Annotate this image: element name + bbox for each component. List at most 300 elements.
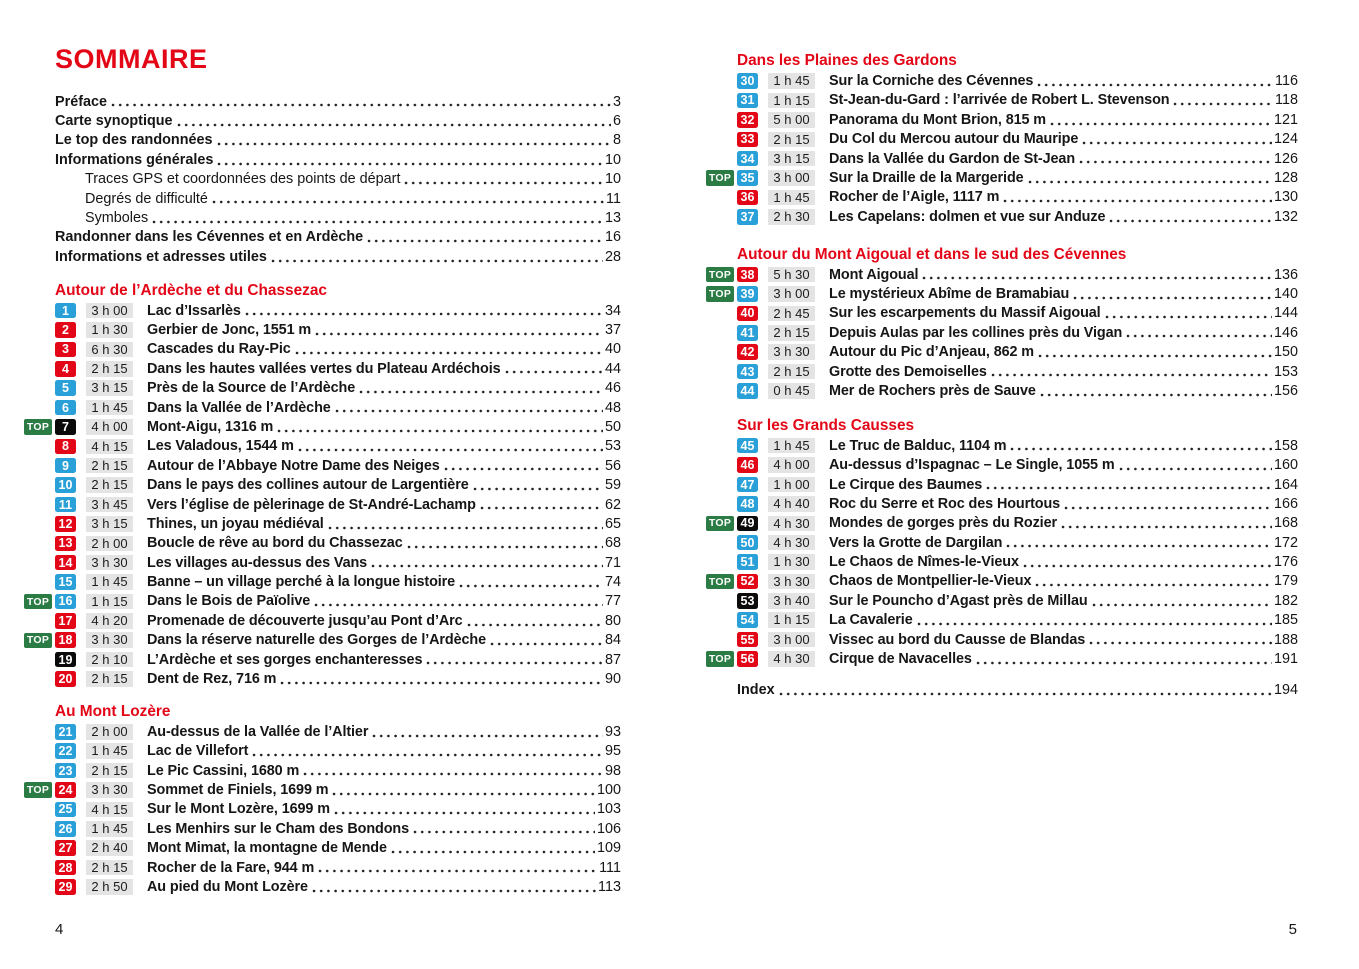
route-title: Mont Aigoual bbox=[829, 266, 919, 283]
page-number: 74 bbox=[604, 574, 621, 591]
route-number-badge: 46 bbox=[737, 457, 758, 473]
dot-leader bbox=[480, 495, 603, 514]
route-title: Le Cirque des Baumes bbox=[829, 476, 983, 493]
duration-badge: 2 h 10 bbox=[86, 652, 133, 668]
toc-entry-index bbox=[737, 681, 1298, 700]
page-number: 144 bbox=[1273, 305, 1298, 322]
page-number: 153 bbox=[1273, 363, 1298, 380]
route-title: Lac de Villefort bbox=[147, 743, 249, 760]
page-number: 65 bbox=[604, 515, 621, 532]
duration-badge: 0 h 45 bbox=[768, 383, 815, 399]
page-number: 34 bbox=[604, 302, 621, 319]
route-title: Le Truc de Balduc, 1104 m bbox=[829, 437, 1007, 454]
route-number-badge: 47 bbox=[737, 477, 758, 493]
route-number-badge: 15 bbox=[55, 574, 76, 590]
dot-leader bbox=[1037, 71, 1273, 90]
dot-leader bbox=[367, 228, 603, 247]
dot-leader bbox=[315, 320, 603, 339]
route-number-badge: 25 bbox=[55, 802, 76, 818]
page-number: 90 bbox=[604, 671, 621, 688]
toc-section bbox=[26, 702, 621, 897]
duration-badge: 3 h 15 bbox=[86, 380, 133, 396]
duration-badge: 4 h 30 bbox=[768, 516, 815, 532]
duration-badge: 3 h 45 bbox=[86, 497, 133, 513]
toc-entry bbox=[55, 359, 621, 378]
toc-entry bbox=[26, 631, 621, 650]
toc-entry bbox=[55, 858, 621, 877]
dot-leader bbox=[1035, 572, 1272, 591]
route-number-badge: 37 bbox=[737, 209, 758, 225]
route-number-badge: 36 bbox=[737, 190, 758, 206]
route-title: Sur le Pouncho d’Agast près de Millau bbox=[829, 592, 1088, 609]
page-number: 106 bbox=[596, 820, 621, 837]
front-matter-list bbox=[55, 92, 621, 267]
route-number-badge: 22 bbox=[55, 743, 76, 759]
toc-entry bbox=[55, 495, 621, 514]
toc-entry bbox=[737, 475, 1298, 494]
toc-entry bbox=[55, 170, 621, 189]
route-number-badge: 27 bbox=[55, 840, 76, 856]
route-number-badge: 24 bbox=[55, 782, 76, 798]
footer-page-number-left: 4 bbox=[55, 921, 64, 938]
page-number: 191 bbox=[1273, 651, 1298, 668]
duration-badge: 3 h 30 bbox=[768, 344, 815, 360]
duration-badge: 2 h 00 bbox=[86, 724, 133, 740]
toc-entry bbox=[55, 669, 621, 688]
duration-badge: 1 h 15 bbox=[768, 612, 815, 628]
dot-leader bbox=[298, 437, 603, 456]
duration-badge: 2 h 00 bbox=[86, 536, 133, 552]
dot-leader bbox=[334, 800, 595, 819]
toc-entry bbox=[26, 417, 621, 436]
page-number: 48 bbox=[604, 399, 621, 416]
duration-badge: 2 h 30 bbox=[768, 209, 815, 225]
dot-leader bbox=[1064, 494, 1272, 513]
entry-label: Symboles bbox=[85, 210, 149, 227]
top-badge: TOP bbox=[706, 170, 734, 186]
route-title: Autour de l’Abbaye Notre Dame des Neiges bbox=[147, 457, 440, 474]
dot-leader bbox=[217, 131, 611, 150]
route-title: Sur les escarpements du Massif Aigoual bbox=[829, 305, 1101, 322]
route-number-badge: 56 bbox=[737, 651, 758, 667]
left-column bbox=[26, 44, 621, 897]
route-number-badge: 55 bbox=[737, 632, 758, 648]
toc-entry bbox=[708, 168, 1298, 187]
route-number-badge: 8 bbox=[55, 439, 76, 455]
route-number-badge: 38 bbox=[737, 267, 758, 283]
route-title: Au-dessus de la Vallée de l’Altier bbox=[147, 723, 369, 740]
entry-label: Informations et adresses utiles bbox=[55, 248, 267, 265]
dot-leader bbox=[1092, 591, 1272, 610]
route-number-badge: 51 bbox=[737, 554, 758, 570]
page-number: 10 bbox=[604, 171, 621, 188]
dot-leader bbox=[1003, 188, 1272, 207]
route-number-badge: 43 bbox=[737, 364, 758, 380]
page-number: 46 bbox=[604, 380, 621, 397]
route-number-badge: 23 bbox=[55, 763, 76, 779]
top-badge: TOP bbox=[706, 267, 734, 283]
duration-badge: 4 h 40 bbox=[768, 496, 815, 512]
section-heading: Autour de l’Ardèche et du Chassezac bbox=[55, 281, 327, 299]
route-number-badge: 7 bbox=[55, 419, 76, 435]
route-number-badge: 11 bbox=[55, 497, 76, 513]
dot-leader bbox=[277, 417, 603, 436]
duration-badge: 3 h 30 bbox=[768, 574, 815, 590]
duration-badge: 2 h 15 bbox=[86, 361, 133, 377]
route-title: Mondes de gorges près du Rozier bbox=[829, 515, 1057, 532]
route-title: Sur le Mont Lozère, 1699 m bbox=[147, 801, 330, 818]
route-number-badge: 48 bbox=[737, 496, 758, 512]
toc-entry bbox=[55, 111, 621, 130]
duration-badge: 6 h 30 bbox=[86, 342, 133, 358]
page-number: 103 bbox=[596, 801, 621, 818]
page-number: 6 bbox=[612, 113, 621, 130]
top-badge: TOP bbox=[706, 651, 734, 667]
toc-entry bbox=[737, 362, 1298, 381]
toc-entry bbox=[26, 592, 621, 611]
dot-leader bbox=[335, 398, 603, 417]
route-title: Cascades du Ray-Pic bbox=[147, 341, 291, 358]
dot-leader bbox=[1061, 514, 1272, 533]
route-title: Au-dessus d’Ispagnac – Le Single, 1055 m bbox=[829, 457, 1115, 474]
duration-badge: 1 h 00 bbox=[768, 477, 815, 493]
dot-leader bbox=[1173, 91, 1273, 110]
dot-leader bbox=[404, 170, 603, 189]
route-title: Vers l’église de pèlerinage de St-André-Lachamp bbox=[147, 496, 476, 513]
dot-leader bbox=[917, 611, 1272, 630]
page-number: 109 bbox=[596, 840, 621, 857]
page-number: 160 bbox=[1273, 457, 1298, 474]
toc-entry bbox=[737, 533, 1298, 552]
toc-entry bbox=[737, 149, 1298, 168]
page-number: 156 bbox=[1273, 382, 1298, 399]
dot-leader bbox=[391, 838, 595, 857]
duration-badge: 1 h 45 bbox=[768, 73, 815, 89]
route-title: Rocher de l’Aigle, 1117 m bbox=[829, 189, 1000, 206]
toc-entry bbox=[55, 572, 621, 591]
top-badge: TOP bbox=[24, 594, 52, 610]
dot-leader bbox=[1023, 552, 1272, 571]
dot-leader bbox=[1073, 284, 1272, 303]
page-number: 164 bbox=[1273, 476, 1298, 493]
toc-section bbox=[708, 416, 1298, 669]
toc-entry bbox=[55, 247, 621, 266]
duration-badge: 2 h 40 bbox=[86, 840, 133, 856]
route-number-badge: 30 bbox=[737, 73, 758, 89]
duration-badge: 2 h 50 bbox=[86, 879, 133, 895]
page-number: 56 bbox=[604, 457, 621, 474]
entry-label: Randonner dans les Cévennes et en Ardèche bbox=[55, 229, 364, 246]
top-badge: TOP bbox=[706, 574, 734, 590]
route-title: La Cavalerie bbox=[829, 612, 913, 629]
route-title: Au pied du Mont Lozère bbox=[147, 878, 308, 895]
route-number-badge: 35 bbox=[737, 170, 758, 186]
duration-badge: 3 h 30 bbox=[86, 782, 133, 798]
toc-section bbox=[26, 281, 621, 689]
route-number-badge: 39 bbox=[737, 286, 758, 302]
toc-entry bbox=[55, 437, 621, 456]
toc-entry bbox=[55, 340, 621, 359]
route-number-badge: 18 bbox=[55, 632, 76, 648]
route-title: Le mystérieux Abîme de Bramabiau bbox=[829, 285, 1070, 302]
toc-entry bbox=[55, 475, 621, 494]
toc-entry bbox=[737, 494, 1298, 513]
route-title: Rocher de la Fare, 944 m bbox=[147, 859, 315, 876]
page-number: 68 bbox=[604, 535, 621, 552]
page-number: 16 bbox=[604, 229, 621, 246]
page-number: 80 bbox=[604, 612, 621, 629]
duration-badge: 2 h 15 bbox=[768, 132, 815, 148]
toc-entry bbox=[55, 722, 621, 741]
dot-leader bbox=[1038, 342, 1272, 361]
duration-badge: 3 h 30 bbox=[86, 555, 133, 571]
route-title: Les Capelans: dolmen et vue sur Anduze bbox=[829, 208, 1106, 225]
top-badge: TOP bbox=[24, 419, 52, 435]
dot-leader bbox=[295, 340, 603, 359]
route-number-badge: 50 bbox=[737, 535, 758, 551]
route-title: Sommet de Finiels, 1699 m bbox=[147, 781, 329, 798]
right-column-sections bbox=[708, 52, 1298, 669]
route-number-badge: 21 bbox=[55, 724, 76, 740]
page-number: 95 bbox=[604, 743, 621, 760]
toc-section bbox=[708, 245, 1298, 401]
duration-badge: 2 h 45 bbox=[768, 306, 815, 322]
toc-entry bbox=[737, 436, 1298, 455]
toc-entry bbox=[737, 130, 1298, 149]
dot-leader bbox=[111, 92, 611, 111]
route-title: Promenade de découverte jusqu’au Pont d’Arc bbox=[147, 612, 463, 629]
route-number-badge: 13 bbox=[55, 536, 76, 552]
toc-entry bbox=[55, 611, 621, 630]
route-title: Autour du Pic d’Anjeau, 862 m bbox=[829, 344, 1034, 361]
duration-badge: 3 h 15 bbox=[768, 151, 815, 167]
toc-entry bbox=[55, 456, 621, 475]
dot-leader bbox=[1089, 630, 1272, 649]
duration-badge: 3 h 00 bbox=[768, 286, 815, 302]
dot-leader bbox=[303, 761, 603, 780]
route-number-badge: 34 bbox=[737, 151, 758, 167]
route-title: Sur la Draille de la Margeride bbox=[829, 170, 1024, 187]
page-number: 121 bbox=[1273, 111, 1298, 128]
dot-leader bbox=[280, 669, 603, 688]
duration-badge: 1 h 30 bbox=[86, 322, 133, 338]
route-number-badge: 4 bbox=[55, 361, 76, 377]
duration-badge: 2 h 15 bbox=[768, 364, 815, 380]
dot-leader bbox=[1119, 455, 1272, 474]
top-badge: TOP bbox=[706, 286, 734, 302]
route-title: L’Ardèche et ses gorges enchanteresses bbox=[147, 651, 423, 668]
toc-entry bbox=[737, 611, 1298, 630]
page-number: 10 bbox=[604, 151, 621, 168]
route-title: Les Valadous, 1544 m bbox=[147, 438, 294, 455]
toc-entry bbox=[737, 207, 1298, 226]
duration-badge: 2 h 15 bbox=[768, 325, 815, 341]
entry-label: Carte synoptique bbox=[55, 113, 173, 130]
route-number-badge: 52 bbox=[737, 574, 758, 590]
dot-leader bbox=[332, 780, 595, 799]
page-number: 179 bbox=[1273, 573, 1298, 590]
route-title: Roc du Serre et Roc des Hourtous bbox=[829, 495, 1061, 512]
duration-badge: 4 h 20 bbox=[86, 613, 133, 629]
dot-leader bbox=[490, 631, 603, 650]
duration-badge: 4 h 15 bbox=[86, 439, 133, 455]
top-badge: TOP bbox=[24, 633, 52, 649]
toc-section bbox=[708, 52, 1298, 227]
toc-entry bbox=[737, 455, 1298, 474]
toc-entry bbox=[737, 71, 1298, 90]
duration-badge: 3 h 00 bbox=[86, 303, 133, 319]
toc-entry bbox=[55, 534, 621, 553]
route-title: Le Chaos de Nîmes-le-Vieux bbox=[829, 554, 1019, 571]
toc-entry bbox=[737, 188, 1298, 207]
dot-leader bbox=[1040, 381, 1272, 400]
route-title: Mer de Rochers près de Sauve bbox=[829, 382, 1036, 399]
route-title: Dans la Vallée du Gardon de St-Jean bbox=[829, 150, 1076, 167]
route-title: Boucle de rêve au bord du Chassezac bbox=[147, 535, 403, 552]
toc-entry bbox=[737, 381, 1298, 400]
section-heading: Au Mont Lozère bbox=[55, 702, 171, 720]
toc-entry bbox=[55, 92, 621, 111]
route-title: Mont Mimat, la montagne de Mende bbox=[147, 840, 387, 857]
toc-entry bbox=[55, 208, 621, 227]
duration-badge: 4 h 30 bbox=[768, 535, 815, 551]
route-title: Chaos de Montpellier-le-Vieux bbox=[829, 573, 1032, 590]
page-number: 158 bbox=[1273, 437, 1298, 454]
toc-entry bbox=[55, 301, 621, 320]
section-heading: Sur les Grands Causses bbox=[737, 416, 915, 434]
toc-entry bbox=[55, 650, 621, 669]
page-number: 8 bbox=[612, 132, 621, 149]
right-column bbox=[708, 52, 1298, 700]
duration-badge: 3 h 00 bbox=[768, 632, 815, 648]
page-number: 185 bbox=[1273, 612, 1298, 629]
dot-leader bbox=[1028, 168, 1272, 187]
toc-entry bbox=[737, 110, 1298, 129]
duration-badge: 4 h 30 bbox=[768, 651, 815, 667]
page-number: 87 bbox=[604, 651, 621, 668]
duration-badge: 3 h 15 bbox=[86, 516, 133, 532]
toc-entry bbox=[737, 304, 1298, 323]
dot-leader bbox=[505, 359, 603, 378]
dot-leader bbox=[245, 301, 603, 320]
page-number: 132 bbox=[1273, 208, 1298, 225]
route-number-badge: 26 bbox=[55, 821, 76, 837]
route-number-badge: 42 bbox=[737, 344, 758, 360]
toc-entry bbox=[55, 320, 621, 339]
duration-badge: 1 h 45 bbox=[768, 438, 815, 454]
page-number: 53 bbox=[604, 438, 621, 455]
route-title: Vers la Grotte de Dargilan bbox=[829, 534, 1003, 551]
page-number: 44 bbox=[604, 360, 621, 377]
page-number: 3 bbox=[612, 93, 621, 110]
page-number: 11 bbox=[606, 190, 621, 207]
page-title: SOMMAIRE bbox=[55, 44, 208, 74]
top-badge: TOP bbox=[706, 516, 734, 532]
route-title: Les villages au-dessus des Vans bbox=[147, 554, 368, 571]
route-title: Banne – un village perché à la longue histoire bbox=[147, 574, 456, 591]
duration-badge: 2 h 15 bbox=[86, 763, 133, 779]
dot-leader bbox=[152, 208, 603, 227]
dot-leader bbox=[1109, 207, 1272, 226]
dot-leader bbox=[1006, 533, 1272, 552]
page-number: 93 bbox=[604, 723, 621, 740]
toc-entry bbox=[55, 742, 621, 761]
duration-badge: 3 h 30 bbox=[86, 632, 133, 648]
dot-leader bbox=[271, 247, 603, 266]
route-number-badge: 44 bbox=[737, 383, 758, 399]
page-number: 40 bbox=[604, 341, 621, 358]
toc-entry bbox=[55, 819, 621, 838]
route-title: Les Menhirs sur le Cham des Bondons bbox=[147, 820, 409, 837]
route-title: Depuis Aulas par les collines près du Vigan bbox=[829, 324, 1123, 341]
toc-entry bbox=[55, 877, 621, 896]
toc-entry bbox=[708, 649, 1298, 668]
dot-leader bbox=[328, 514, 603, 533]
dot-leader bbox=[467, 611, 603, 630]
route-number-badge: 10 bbox=[55, 477, 76, 493]
toc-entry bbox=[737, 91, 1298, 110]
page-number: 116 bbox=[1275, 73, 1298, 90]
toc-entry bbox=[737, 552, 1298, 571]
route-number-badge: 1 bbox=[55, 303, 76, 319]
duration-badge: 4 h 00 bbox=[86, 419, 133, 435]
route-number-badge: 45 bbox=[737, 438, 758, 454]
section-heading: Autour du Mont Aigoual et dans le sud des Cévennes bbox=[737, 245, 1127, 263]
dot-leader bbox=[426, 650, 603, 669]
route-number-badge: 19 bbox=[55, 652, 76, 668]
dot-leader bbox=[312, 877, 596, 896]
entry-label: Informations générales bbox=[55, 151, 214, 168]
page-number: 126 bbox=[1273, 150, 1298, 167]
duration-badge: 1 h 45 bbox=[86, 400, 133, 416]
dot-leader bbox=[922, 265, 1272, 284]
dot-leader bbox=[318, 858, 597, 877]
page-number: 140 bbox=[1273, 285, 1298, 302]
duration-badge: 2 h 15 bbox=[86, 477, 133, 493]
route-title: Dans les hautes vallées vertes du Plateau Ardéchois bbox=[147, 360, 501, 377]
duration-badge: 2 h 15 bbox=[86, 458, 133, 474]
toc-entry bbox=[55, 398, 621, 417]
page-number: 50 bbox=[604, 418, 621, 435]
route-number-badge: 41 bbox=[737, 325, 758, 341]
page-number: 166 bbox=[1273, 495, 1298, 512]
route-title: Dans le pays des collines autour de Largentière bbox=[147, 477, 469, 494]
route-title: Panorama du Mont Brion, 815 m bbox=[829, 111, 1046, 128]
route-number-badge: 40 bbox=[737, 306, 758, 322]
route-number-badge: 53 bbox=[737, 593, 758, 609]
route-title: Lac d’Issarlès bbox=[147, 302, 241, 319]
toc-entry bbox=[55, 131, 621, 150]
route-title: Cirque de Navacelles bbox=[829, 651, 972, 668]
duration-badge: 3 h 40 bbox=[768, 593, 815, 609]
route-title: Vissec au bord du Causse de Blandas bbox=[829, 631, 1086, 648]
route-title: Dans la réserve naturelle des Gorges de l’Ardèche bbox=[147, 632, 487, 649]
duration-badge: 2 h 15 bbox=[86, 671, 133, 687]
toc-entry bbox=[737, 342, 1298, 361]
footer-page-number-right: 5 bbox=[1288, 921, 1297, 938]
dot-leader bbox=[217, 150, 603, 169]
duration-badge: 2 h 15 bbox=[86, 860, 133, 876]
toc-entry bbox=[737, 630, 1298, 649]
route-number-badge: 29 bbox=[55, 879, 76, 895]
duration-badge: 5 h 00 bbox=[768, 112, 815, 128]
route-title: Dent de Rez, 716 m bbox=[147, 671, 277, 688]
dot-leader bbox=[976, 649, 1272, 668]
toc-entry bbox=[55, 378, 621, 397]
route-number-badge: 28 bbox=[55, 860, 76, 876]
page-number: 182 bbox=[1273, 592, 1298, 609]
dot-leader bbox=[1082, 130, 1272, 149]
